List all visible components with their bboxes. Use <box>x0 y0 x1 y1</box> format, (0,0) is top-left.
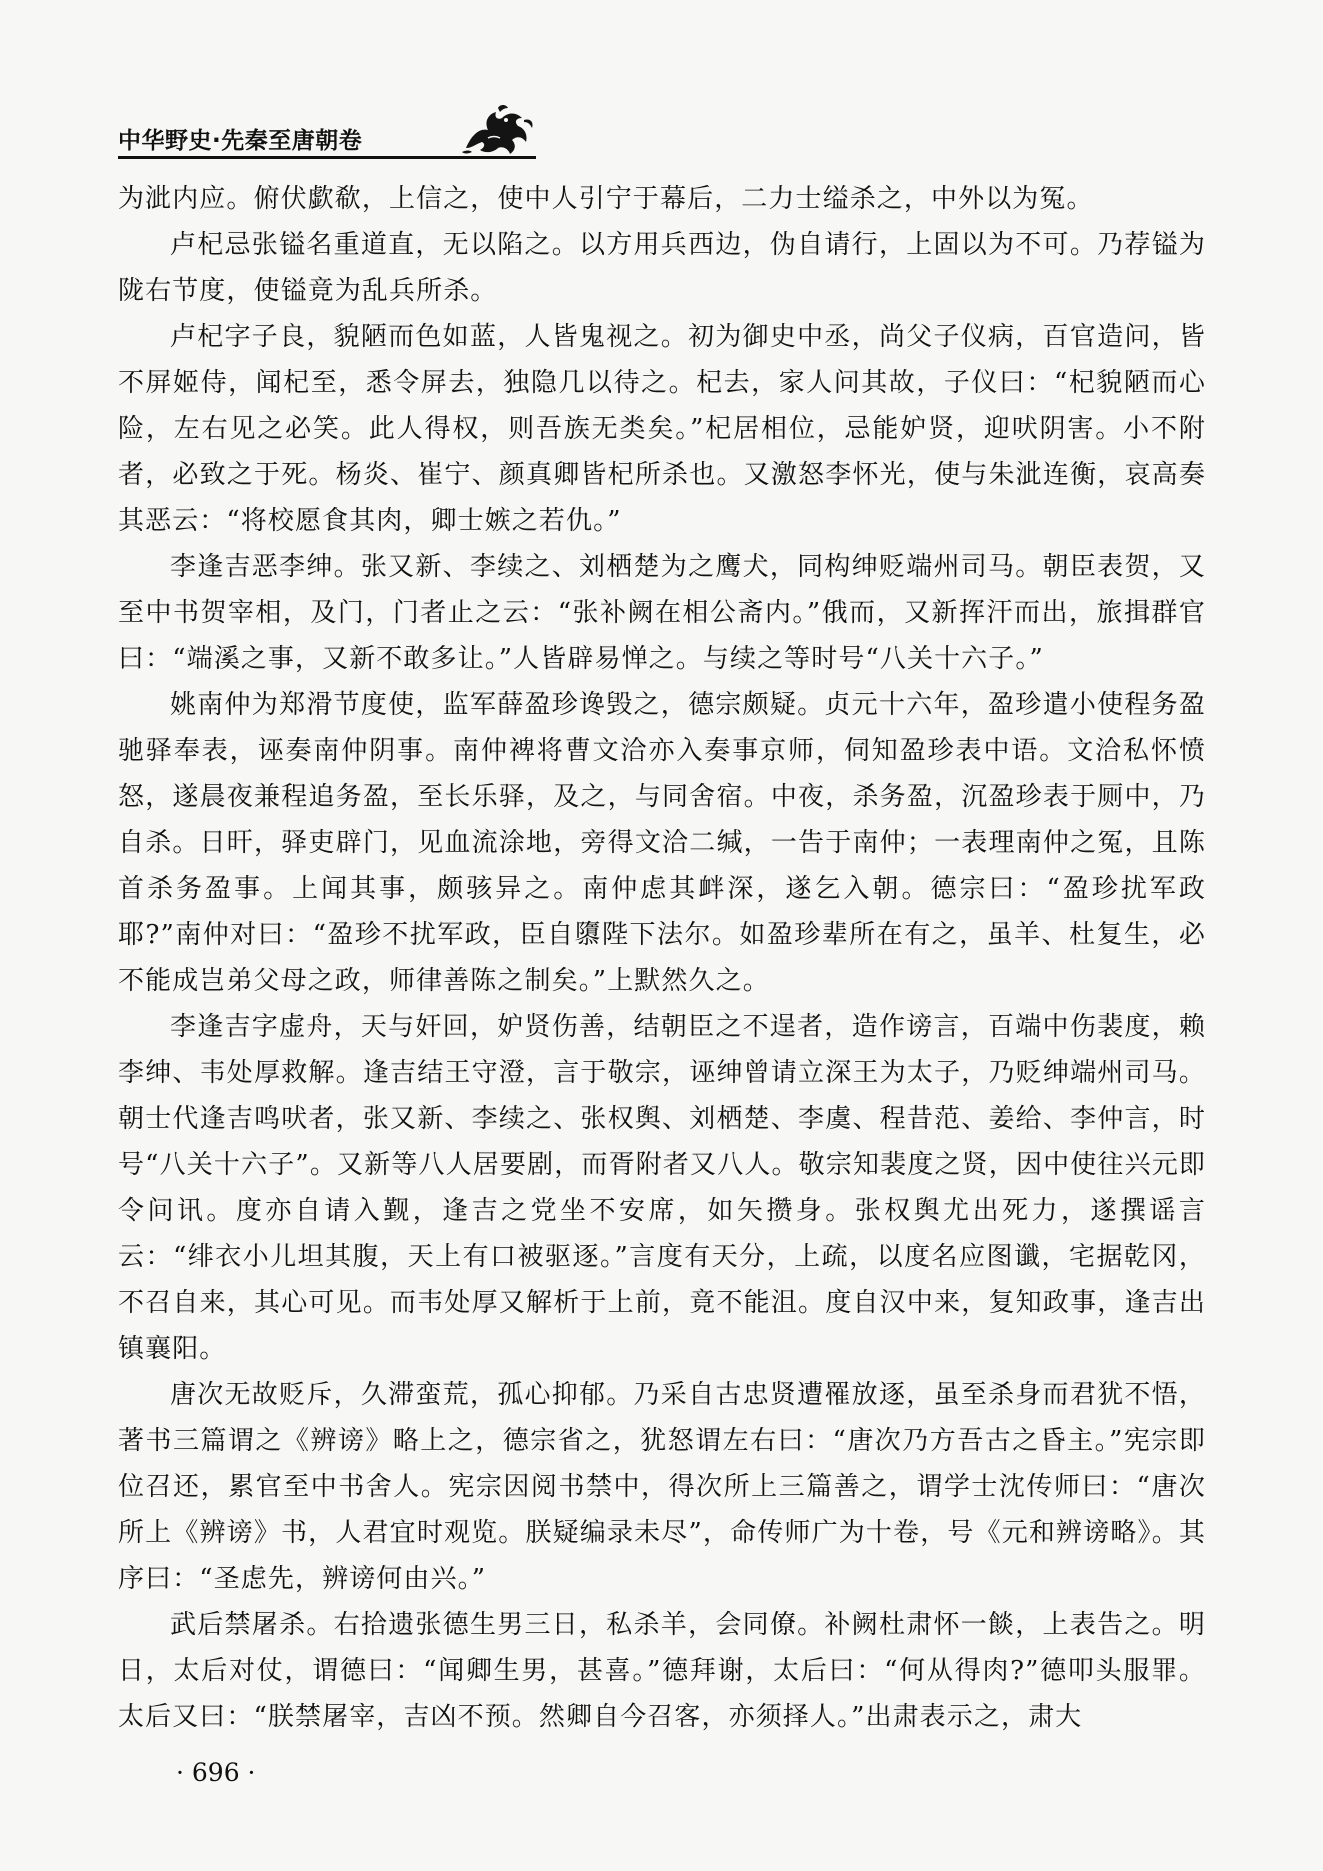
paragraph: 武后禁屠杀。右拾遗张德生男三日，私杀羊，会同僚。补阙杜肃怀一餤，上表告之。明日，太后对仗，谓德曰：“闻卿生男，甚喜。”德拜谢，太后曰：“何从得肉?”德叩头服罪。太后又曰：“朕禁屠宰，吉凶不预。然卿自今召客，亦须择人。”出肃表示之，肃大 <box>118 1610 1206 1732</box>
dragon-emblem-icon <box>458 104 538 156</box>
page-number: · 696 · <box>176 1758 256 1787</box>
paragraph: 李逢吉恶李绅。张又新、李续之、刘栖楚为之鹰犬，同构绅贬端州司马。朝臣表贺，又至中书贺宰相，及门，门者止之云：“张补阙在相公斋内。”俄而，又新挥汗而出，旅揖群官曰：“端溪之事，又新不敢多让。”人皆辟易惮之。与续之等时号“八关十六子。” <box>118 552 1206 674</box>
header-rule <box>118 156 536 159</box>
body-text <box>118 176 1206 1740</box>
running-header <box>118 104 538 164</box>
paragraph: 姚南仲为郑滑节度使，监军薛盈珍谗毁之，德宗颇疑。贞元十六年，盈珍遣小使程务盈驰驿奉表，诬奏南仲阴事。南仲裨将曹文洽亦入奏事京师，伺知盈珍表中语。文洽私怀愤怒，遂晨夜兼程追务盈，至长乐驿，及之，与同舍宿。中夜，杀务盈，沉盈珍表于厕中，乃自杀。日旰，驿吏辟门，见血流涂地，旁得文洽二缄，一告于南仲；一表理南仲之冤，且陈首杀务盈事。上闻其事，颇骇异之。南仲虑其衅深，遂乞入朝。德宗曰：“盈珍扰军政耶?”南仲对曰：“盈珍不扰军政，臣自隳陛下法尔。如盈珍辈所在有之，虽羊、杜复生，必不能成岂弟父母之政，师律善陈之制矣。”上默然久之。 <box>118 690 1206 996</box>
paragraph: 卢杞忌张镒名重道直，无以陷之。以方用兵西边，伪自请行，上固以为不可。乃荐镒为陇右节度，使镒竟为乱兵所杀。 <box>118 230 1206 306</box>
paragraph: 卢杞字子良，貌陋而色如蓝，人皆鬼视之。初为御史中丞，尚父子仪病，百官造问，皆不屏姬侍，闻杞至，悉令屏去，独隐几以待之。杞去，家人问其故，子仪曰：“杞貌陋而心险，左右见之必笑。此人得权，则吾族无类矣。”杞居相位，忌能妒贤，迎吠阴害。小不附者，必致之于死。杨炎、崔宁、颜真卿皆杞所杀也。又激怒李怀光，使与朱泚连衡，哀高奏其恶云：“将校愿食其肉，卿士嫉之若仇。” <box>118 322 1206 536</box>
book-title: 中华野史·先秦至唐朝卷 <box>118 128 363 154</box>
paragraph: 李逢吉字虚舟，天与奸回，妒贤伤善，结朝臣之不逞者，造作谤言，百端中伤裴度，赖李绅、韦处厚救解。逢吉结王守澄，言于敬宗，诬绅曾请立深王为太子，乃贬绅端州司马。朝士代逢吉鸣吠者，张又新、李续之、张权舆、刘栖楚、李虞、程昔范、姜给、李仲言，时号“八关十六子”。又新等八人居要剧，而胥附者又八人。敬宗知裴度之贤，因中使往兴元即令问讯。度亦自请入觐，逢吉之党坐不安席，如矢攒身。张权舆尤出死力，遂撰谣言云：“绯衣小儿坦其腹，天上有口被驱逐。”言度有天分，上疏，以度名应图谶，宅据乾冈，不召自来，其心可见。而韦处厚又解析于上前，竟不能沮。度自汉中来，复知政事，逢吉出镇襄阳。 <box>118 1012 1206 1364</box>
paragraph: 唐次无故贬斥，久滞蛮荒，孤心抑郁。乃采自古忠贤遭罹放逐，虽至杀身而君犹不悟，著书三篇谓之《辨谤》略上之，德宗省之，犹怒谓左右曰：“唐次乃方吾古之昏主。”宪宗即位召还，累官至中书舍人。宪宗因阅书禁中，得次所上三篇善之，谓学士沈传师曰：“唐次所上《辨谤》书，人君宜时观览。朕疑编录未尽”，命传师广为十卷，号《元和辨谤略》。其序曰：“圣虑先，辨谤何由兴。” <box>118 1380 1206 1594</box>
paragraph: 为泚内应。俯伏歔欷，上信之，使中人引宁于幕后，二力士缢杀之，中外以为冤。 <box>118 184 1094 214</box>
